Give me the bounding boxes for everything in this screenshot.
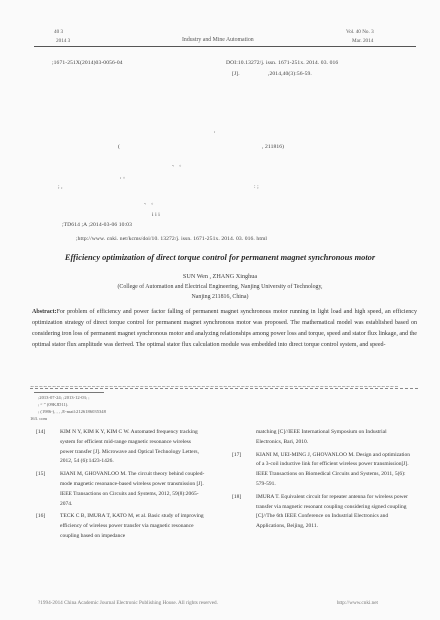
online-url: ;http://www. cnki. net/kcms/doi/10. 13272/j. issn. 1671-251x. 2014. 03. 016. html bbox=[76, 236, 268, 242]
journal-name: Industry and Mine Automation bbox=[182, 37, 254, 43]
reference-item: [17] KIANI M, UEI-MING J, GHOVANLOO M. Design and optimization of a 3-coil inductive link for efficient wireless power transmission[J]. IEEE Transactions on Biomedical Circuits and Systems, 2011, 5(6): 579-591. bbox=[232, 451, 411, 487]
date-english: Mar. 2014 bbox=[352, 38, 374, 44]
author-separator: , bbox=[214, 128, 216, 134]
volume-issue: 40 3 bbox=[54, 29, 64, 35]
author-bio: ; (1986-), , , ,E-mail:2126186035348 bbox=[38, 409, 106, 414]
reference-item: [15] KIANI M, GHOVANLOO M. The circuit theory behind coupled-mode magnetic resonance-based wireless power transmission [J]. IEEE Transactions on Circuits and Systems, 2012, 59(8):2065-2074. bbox=[36, 471, 205, 507]
abstract-cn-line-1: 、 。 bbox=[172, 162, 185, 168]
volume-english: Vol. 40 No. 3 bbox=[346, 29, 374, 35]
received-dates: ;2013-07-24; ;2013-12-03; ; bbox=[38, 395, 90, 400]
abstract-label: Abstract: bbox=[32, 309, 57, 315]
funding-note: ; “ ” (09KJD11). bbox=[38, 402, 69, 407]
affiliation-open: ( bbox=[118, 144, 120, 150]
affiliation-postcode: , 211816) bbox=[262, 144, 285, 150]
abstract-english bbox=[32, 307, 417, 351]
authors-english: SUN Wen , ZHANG Xinghua bbox=[182, 273, 258, 280]
abstract-text: For problem of efficiency and power factor falling of permanent magnet synchronous motor running in light load and high speed, an efficiency optimization strategy of direct torque control for permanent magnet synchronous motor was proposed. The mathematical model was established based on considering iron loss of permanent magnet synchronous motor and analyzing relationships among power loss and torque, speed and stator flux linkage, and the optimal stator flux amplitude was derived. The optimal stator flux calculation module was embedded into direct torque control system, and speed- bbox=[32, 309, 417, 349]
keywords-cn: i i i bbox=[152, 212, 160, 218]
classification-line: ;TD614 ;A ;2014-03-06 10:03 bbox=[62, 222, 132, 228]
abstract-cn-line-3: ; , bbox=[58, 184, 63, 190]
affiliation-english: (College of Automation and Electrical Engineering, Nanjing University of Technology, bbox=[117, 284, 323, 290]
footnote-rule bbox=[34, 392, 104, 393]
author-email-continued: 163. com bbox=[30, 416, 48, 421]
references-right-column bbox=[232, 428, 412, 532]
references-left-column bbox=[36, 428, 206, 542]
abstract-cn-line-3b: : ; bbox=[254, 184, 259, 190]
article-number: ;1671-251X(2014)03-0056-04 bbox=[52, 60, 123, 66]
cnki-link[interactable]: http://www.cnki.net bbox=[336, 600, 378, 606]
reference-item: [14] KIM N Y, KIM K Y, KIM C W. Automated frequency tracking system for efficient mid-range magnetic resonance wireless power transfer [J]. Microwave and Optical Technology Letters, 2012, 54 (6):1423-1426. bbox=[36, 429, 199, 465]
citation-type: [J]. bbox=[232, 71, 240, 77]
abstract-cn-line-4: 、 。 bbox=[144, 200, 157, 206]
article-title-english: Efficiency optimization of direct torque control for permanent magnet synchronous motor bbox=[64, 253, 376, 262]
affiliation-city: Nanjing 211816, China) bbox=[191, 294, 249, 300]
reference-item: matching [C]//IEEE International Symposium on Industrial Electronics, Bari, 2010. bbox=[256, 429, 387, 445]
abstract-cn-line-2: , 。 bbox=[120, 174, 129, 180]
citation-source: ,2014,40(3):56-59. bbox=[268, 71, 312, 77]
header-rule bbox=[34, 46, 416, 47]
copyright-text: ?1994-2014 China Academic Journal Electronic Publishing House. All rights reserved. bbox=[38, 600, 218, 606]
wave-divider: ∼∼∼∼∼∼∼∼∼∼∼∼∼∼∼∼∼∼∼∼∼∼∼∼∼∼∼∼∼∼∼∼∼∼∼∼∼∼∼∼∼∼∼∼∼∼∼∼∼∼∼∼∼∼∼∼∼∼∼∼∼∼∼∼∼∼∼∼∼∼∼∼∼∼∼∼∼∼∼∼∼∼∼∼ bbox=[30, 385, 399, 390]
reference-item: [16] TECK C B, IMURA T, KATO M, et al. Basic study of improving efficiency of wireless power transfer via magnetic resonance coupling based on impedance bbox=[36, 513, 204, 539]
year-month: 2014 3 bbox=[56, 38, 71, 44]
reference-item: [18] IMURA T. Equivalent circuit for repeater antenna for wireless power transfer via magnetic resonant coupling considering signed coupling [C]//The 6th IEEE Conference on Industrial Electronics and Applications, Beijing, 2011. bbox=[232, 493, 408, 530]
doi: DOI:10.13272/j. issn. 1671-251x. 2014. 03. 016 bbox=[226, 60, 339, 66]
